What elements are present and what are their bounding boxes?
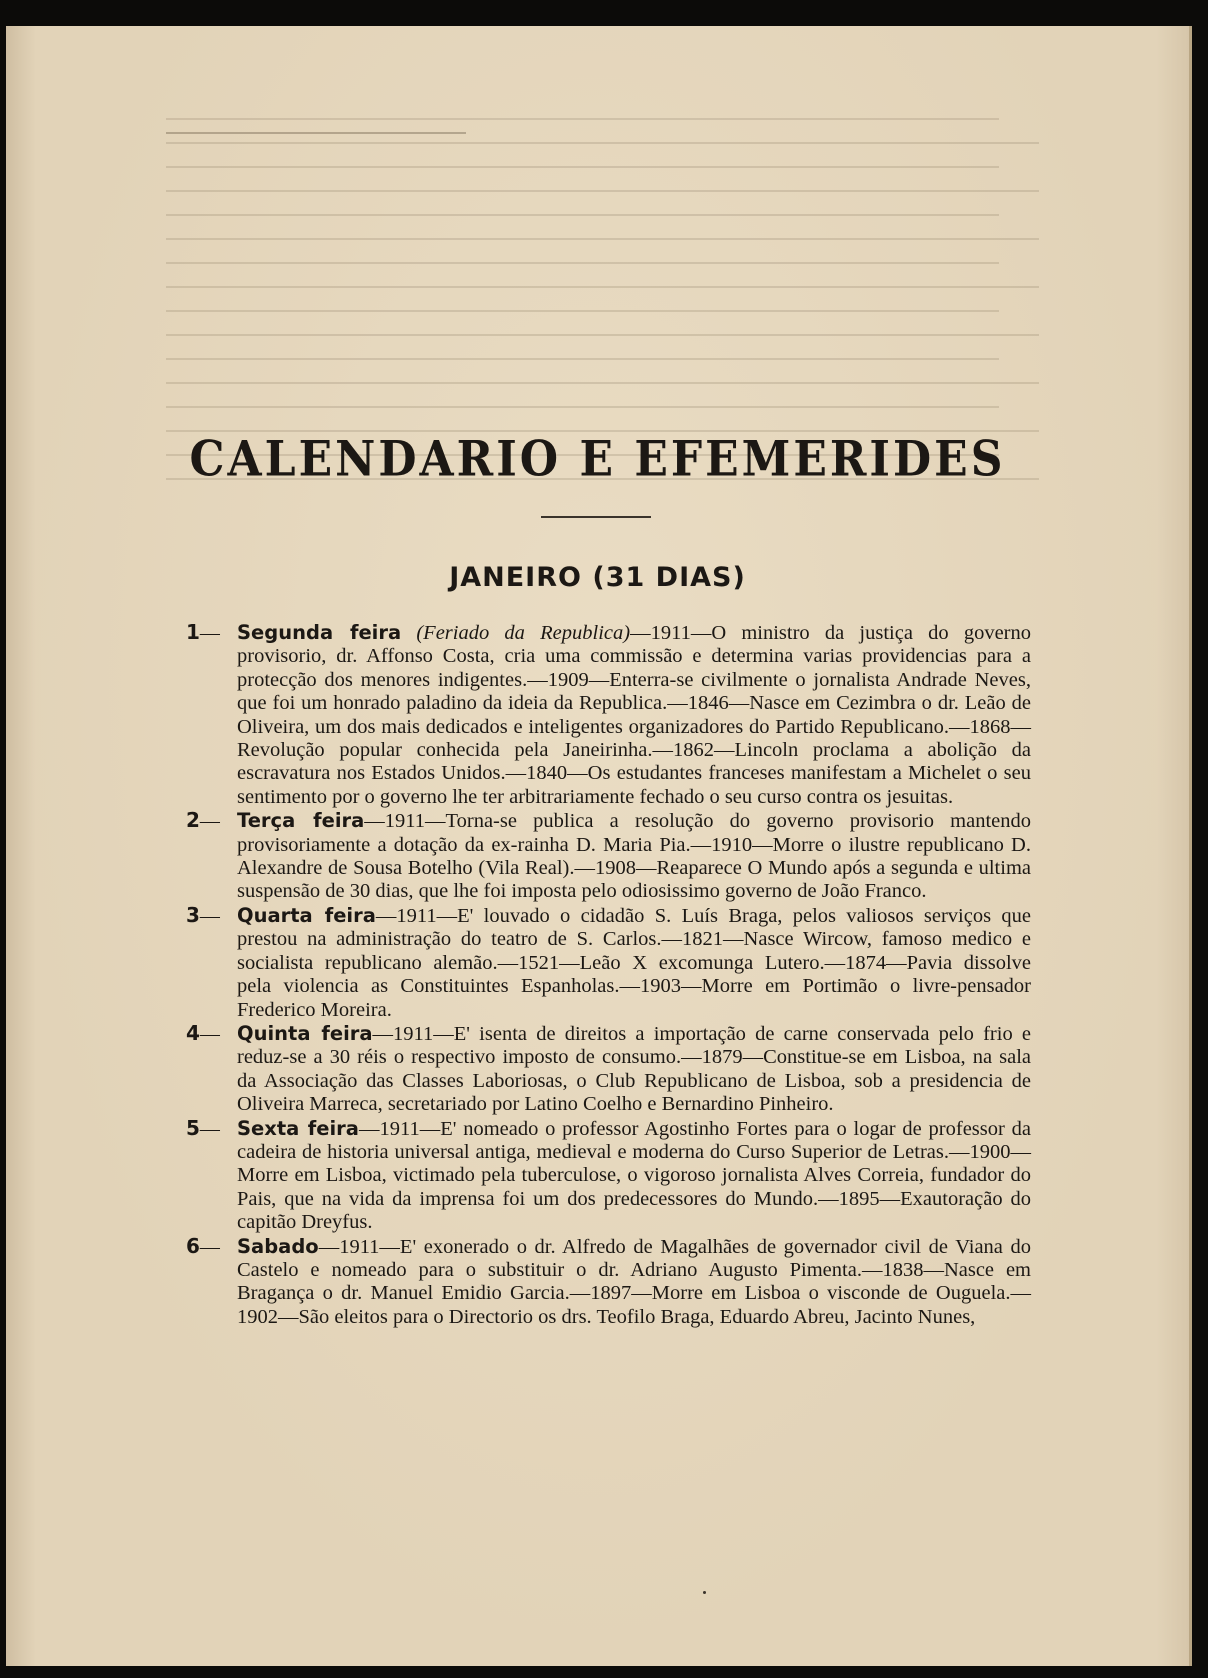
calendar-entry [186,1235,1031,1330]
entry-day: Sexta feira [237,1116,359,1140]
entry-number: 5— [186,1115,220,1140]
entry-text: —1911—E' isenta de direitos a importação de carne conservada pelo frio e reduz-se a 30 réis o respectivo imposto de consumo.—1879—Constitue-se em Lisboa, na sala da Associação das Classes Laboriosas, o Club Republicano de Lisboa, sob a presidencia de Oliveira Marreca, secretariado por Latino Coelho e Bernardino Pinheiro. [237,1022,1031,1116]
entry-day: Terça feira [237,809,365,833]
calendar-entry [186,621,1031,809]
entry-day: Sabado [237,1234,319,1258]
calendar-entry [186,1117,1031,1235]
page-mark [703,1591,706,1594]
entry-text: —1911—E' exonerado o dr. Alfredo de Magalhães de governador civil de Viana do Castelo e nomeado para o substituir o dr. Adriano Augusto Pimenta.—1838—Nasce em Bragança o dr. Manuel Emidio Garcia.—1897—Morre em Lisboa o visconde de Ouguela.—1902—São eleitos para o Directorio os drs. Teofilo Braga, Eduardo Abreu, Jacinto Nunes, [237,1235,1031,1328]
entry-day: Quarta feira [237,903,376,927]
entry-day: Segunda feira [237,621,402,644]
entry-text: —1911—Torna-se publica a resolução do governo provisorio mantendo provisoriamente a dotação da ex-rainha D. Maria Pia.—1910—Morre o ilustre republicano D. Alexandre de Sousa Botelho (Vila Real).—1908—Reaparece O Mundo após a segunda e ultima suspensão de 30 dias, que lhe foi imposta pelo odiosissimo governo de João Franco. [237,810,1031,903]
entry-number: 3— [186,902,220,927]
calendar-entry [186,904,1031,1022]
entry-number: 1— [186,620,220,644]
title-separator [541,516,651,518]
calendar-entries [186,621,1031,1329]
entry-note: (Feriado da Republica) [416,622,631,644]
calendar-entry [186,809,1031,904]
entry-text: —1911—O ministro da justiça do governo provisorio, dr. Affonso Costa, cria uma commissão e determina varias providencias para a protecção dos menores indigentes.—1909—Enterra-se civilmente o jornalista Andrade Neves, que foi um honrado paladino da ideia da Republica.—1846—Nasce em Cezimbra o dr. Leão de Oliveira, um dos mais dedicados e inteligentes organizadores do Partido Republicano.—1868—Revolução popular conhecida pela Janeirinha.—1862—Lincoln proclama a abolição da escravatura nos Estados Unidos.—1840—Os estudantes franceses manifestam a Michelet o seu sentimento por o governo lhe ter arbitrariamente fechado o seu curso contra os jesuitas. [237,622,1032,808]
month-heading: JANEIRO (31 DIAS) [449,562,746,593]
entry-day: Quinta feira [237,1021,373,1045]
page-title: CALENDARIO E EFEMERIDES [189,431,1006,488]
entry-text: —1911—E' louvado o cidadão S. Luís Braga, pelos valiosos serviços que prestou na administração do teatro de S. Carlos.—1821—Nasce Wircow, famoso medico e socialista republicano alemão.—1521—Leão X excomunga Lutero.—1874—Pavia dissolve pela violencia as Constituintes Espanholas.—1903—Morre em Portimão o livre-pensador Frederico Moreira. [237,904,1031,1021]
entry-number: 2— [186,808,220,833]
document-page [6,26,1192,1666]
calendar-entry [186,1022,1031,1117]
entry-number: 6— [186,1233,220,1258]
bleed-through-header-rule [166,132,466,134]
entry-number: 4— [186,1020,220,1045]
entry-text: —1911—E' nomeado o professor Agostinho Fortes para o logar de professor da cadeira de historia universal antiga, medieval e moderna do Curso Superior de Letras.—1900—Morre em Lisboa, victimado pela tuberculose, o vigoroso jornalista Alves Correia, fundador do Pais, que na vida da imprensa foi um dos predecessores do Mundo.—1895—Exautoração do capitão Dreyfus. [237,1117,1031,1234]
